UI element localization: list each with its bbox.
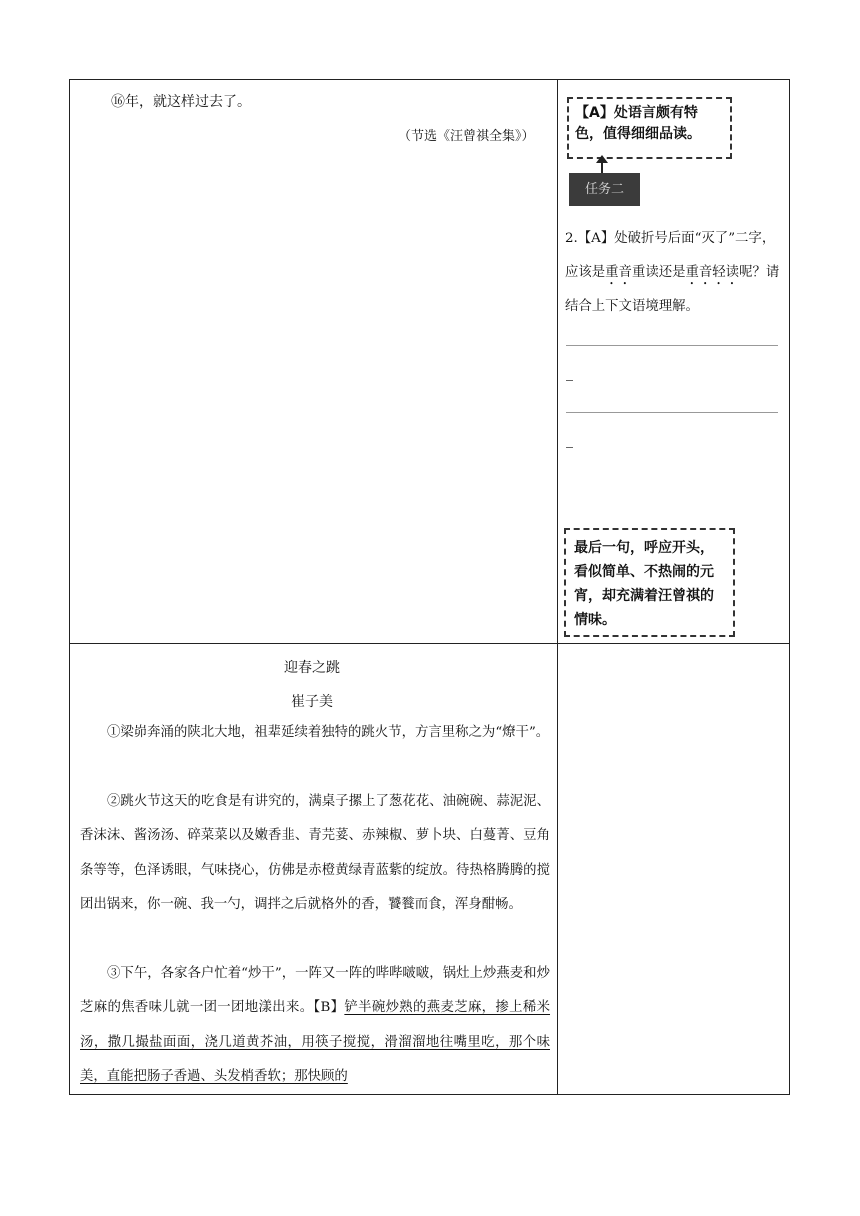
answer-line-1-tail	[566, 380, 573, 381]
underlined-passage-b: 铲半碗炒熟的燕麦芝麻，掺上稀米汤，撒几撮盐面面，浇几道黄芥油，用筷子搅搅，滑溜溜地往嘴里吃，那个味美，直能把肠子香過、头发梢香软；那快顾的	[80, 1000, 551, 1085]
paragraph-3	[80, 957, 550, 1095]
closing-line: ⑯年，就这样过去了。	[111, 94, 251, 110]
question-2	[565, 222, 783, 324]
column-divider	[557, 79, 558, 1095]
article-author: 崔子美	[291, 694, 333, 710]
source-note: （节选《汪曾祺全集》）	[398, 129, 535, 144]
question-text-2: 重读还是	[631, 265, 686, 280]
emphasis-qingdu: 重音轻读	[685, 265, 740, 280]
annotation-note-ending: 最后一句，呼应开头，看似简单、不热闹的元宵，却充满着汪曾祺的情味。	[564, 528, 735, 637]
emphasis-zhongyin: 重音	[605, 265, 632, 280]
question-text-1: 2.【A】处破折号后面“灭了”二字，应该是	[565, 231, 776, 280]
paragraph-1: ①梁峁奔涌的陕北大地，祖辈延续着独特的跳火节，方言里称之为“燎干”。	[107, 725, 550, 740]
answer-line-1	[566, 345, 778, 346]
question-text-3: 呢？请结合上下文语境理解。	[565, 265, 780, 314]
row-divider	[69, 643, 790, 644]
annotation-note-a: 【A】处语言颇有特色，值得细细品读。	[567, 97, 732, 159]
answer-line-2-tail	[566, 447, 573, 448]
paragraph-2: ②跳火节这天的吃食是有讲究的，满桌子摞上了葱花花、油碗碗、蒜泥泥、香沫沫、酱汤汤、碎菜菜以及嫩香韭、青芫荽、赤辣椒、萝卜块、白蔓菁、豆角条等等，色泽诱眼，气味挠心，仿佛是赤橙黄绿青蓝紫的绽放。待热格腾腾的搅团出锅来，你一碗、我一勺，调拌之后就格外的香，饕餮而食，浑身酣畅。	[80, 794, 550, 913]
paragraph-3-text: ③下午，各家各户忙着“炒干”，一阵又一阵的哔哔啵啵，锅灶上炒燕麦和炒芝麻的焦香味儿就一团一团地漾出来。【B】	[80, 966, 550, 1016]
answer-line-2	[566, 412, 778, 413]
task-tag: 任务二	[569, 173, 640, 206]
article-title: 迎春之跳	[284, 660, 340, 676]
